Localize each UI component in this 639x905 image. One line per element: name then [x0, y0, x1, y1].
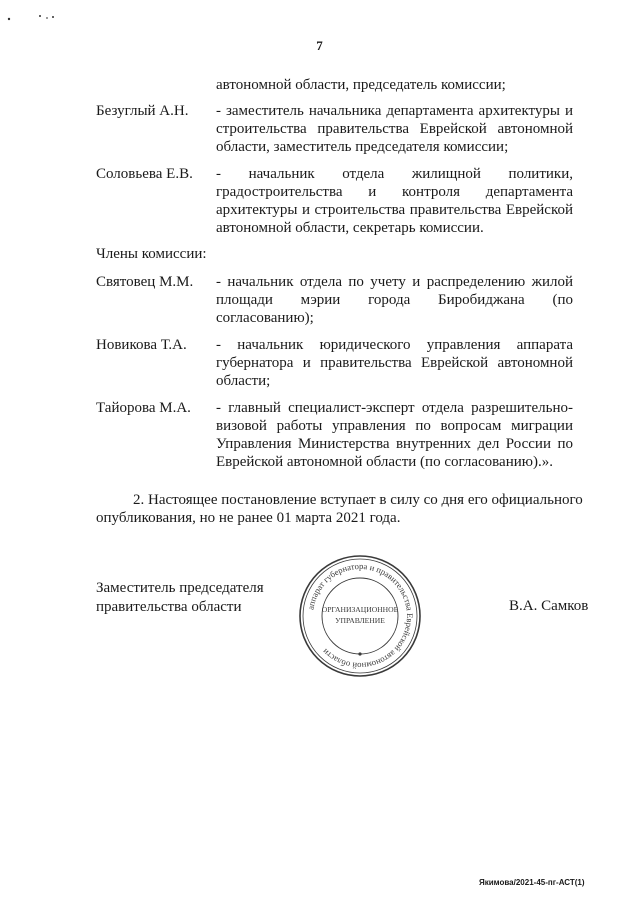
- members-heading: Члены комиссии:: [96, 246, 207, 262]
- paragraph-2-line2: опубликования, но не ранее 01 марта 2021 года.: [96, 510, 401, 526]
- stamp-star: [358, 652, 361, 655]
- member-role: [216, 165, 573, 237]
- role-line: градостроительства и контроля департамента: [216, 184, 573, 200]
- role-line: - главный специалист-эксперт отдела разрешительно-: [216, 400, 573, 416]
- role-line: архитектуры и строительства правительства Еврейской: [216, 202, 573, 218]
- role-line: визовой работы управления по вопросам миграции: [216, 418, 573, 434]
- signatory-position: [96, 579, 264, 617]
- signatory-name: В.А. Самков: [509, 598, 589, 614]
- role-line: площади мэрии города Биробиджана (по: [216, 292, 573, 308]
- member-role: [216, 273, 573, 327]
- chairman-role-continuation: автономной области, председатель комиссии;: [216, 77, 506, 93]
- member-role: [216, 399, 573, 471]
- position-line: Заместитель председателя: [96, 580, 264, 596]
- position-line: правительства области: [96, 599, 242, 615]
- role-line: Управления Министерства внутренних дел России по: [216, 436, 573, 452]
- role-line: Еврейской автономной области (по согласованию).».: [216, 454, 553, 470]
- member-role: [216, 336, 573, 390]
- stamp-center-line1: ОРГАНИЗАЦИОННОЕ: [321, 605, 399, 614]
- scan-specks: [0, 0, 639, 30]
- role-line: губернатора и правительства Еврейской автономной: [216, 355, 573, 371]
- role-line: согласованию);: [216, 310, 314, 326]
- role-line: строительства правительства Еврейской автономной: [216, 121, 573, 137]
- role-line: - заместитель начальника департамента архитектуры и: [216, 103, 573, 119]
- paragraph-2-line1: 2. Настоящее постановление вступает в силу со дня его официального: [133, 492, 583, 508]
- stamp-center-line2: УПРАВЛЕНИЕ: [335, 616, 385, 625]
- role-line: области, заместитель председателя комиссии;: [216, 139, 509, 155]
- document-reference: Якимова/2021-45-пг-АСТ(1): [479, 878, 585, 887]
- stamp-ring-text: аппарат губернатора и правительства Еврейской автономной области: [305, 560, 416, 672]
- member-name: Безуглый А.Н.: [96, 103, 189, 119]
- member-name: Новикова Т.А.: [96, 337, 187, 353]
- organization-stamp: [296, 552, 424, 680]
- role-line: - начальник отдела по учету и распределению жилой: [216, 274, 573, 290]
- member-name: Тайорова М.А.: [96, 400, 191, 416]
- member-name: Святовец М.М.: [96, 274, 194, 290]
- page-number: 7: [316, 38, 323, 53]
- role-line: области;: [216, 373, 271, 389]
- role-line: - начальник юридического управления аппарата: [216, 337, 573, 353]
- member-role: [216, 102, 573, 156]
- role-line: - начальник отдела жилищной политики,: [216, 166, 573, 182]
- role-line: автономной области, секретарь комиссии.: [216, 220, 484, 236]
- member-name: Соловьева Е.В.: [96, 166, 193, 182]
